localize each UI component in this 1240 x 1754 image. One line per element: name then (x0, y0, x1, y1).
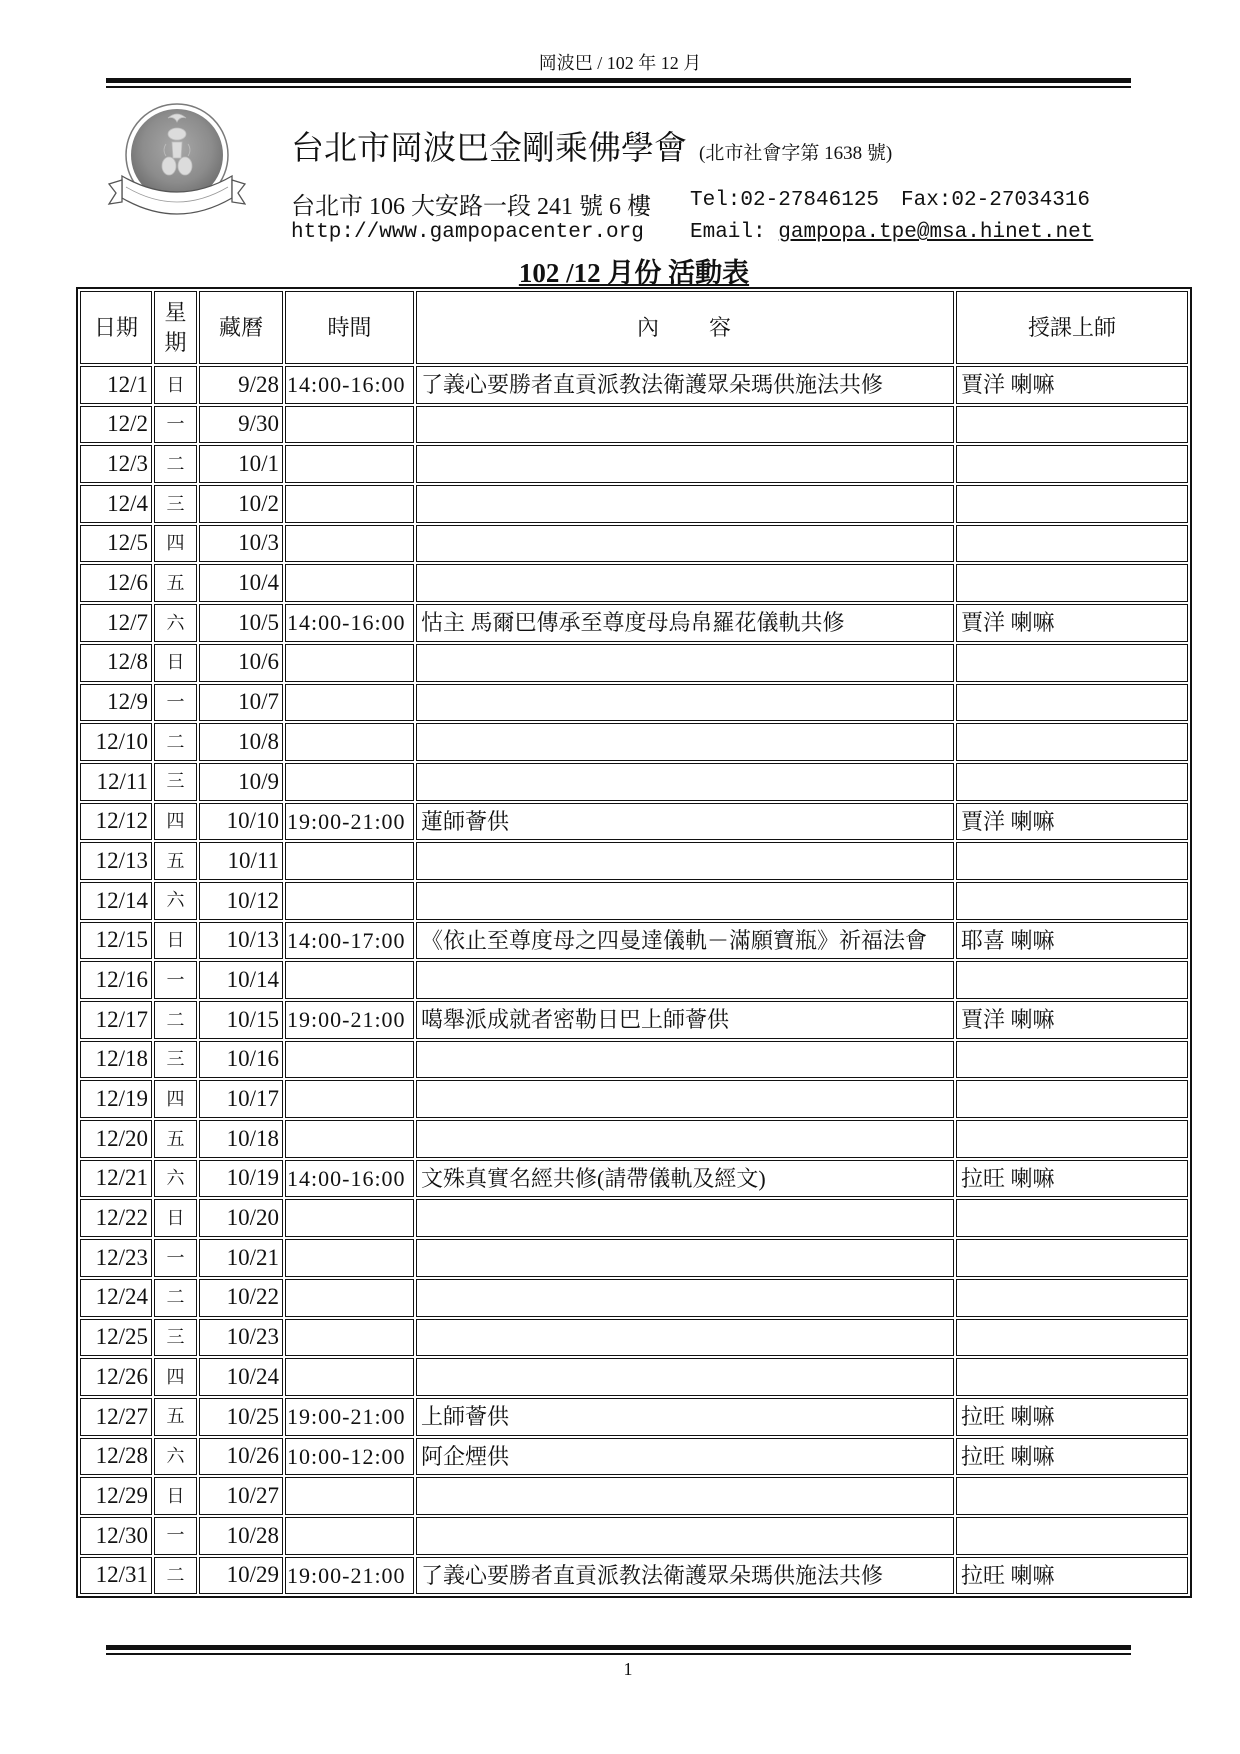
tibetan-date-cell: 10/25 (199, 1398, 283, 1436)
time-cell: 14:00-17:00 (285, 922, 414, 960)
time-cell: 10:00-12:00 (285, 1438, 414, 1476)
schedule-row (80, 1239, 1188, 1277)
teacher-cell (956, 882, 1188, 920)
teacher-cell (956, 961, 1188, 999)
date-cell: 12/16 (80, 961, 152, 999)
footer-rule-thin (106, 1653, 1131, 1655)
teacher-cell (956, 1041, 1188, 1079)
weekday-cell: 二 (154, 1279, 197, 1317)
date-cell: 12/27 (80, 1398, 152, 1436)
schedule-row (80, 1160, 1188, 1198)
time-cell (285, 564, 414, 602)
header-teacher: 授課上師 (956, 291, 1188, 364)
tibetan-date-cell: 9/30 (199, 406, 283, 444)
header-rule-thin (106, 86, 1131, 88)
tibetan-date-cell: 10/11 (199, 842, 283, 880)
tibetan-date-cell: 9/28 (199, 366, 283, 404)
content-cell (416, 485, 954, 523)
header-date: 日期 (80, 291, 152, 364)
weekday-cell: 三 (154, 1041, 197, 1079)
header-tibetan-date: 藏曆 (199, 291, 283, 364)
teacher-cell (956, 1080, 1188, 1118)
schedule-row (80, 1319, 1188, 1357)
weekday-cell: 五 (154, 842, 197, 880)
time-cell (285, 1477, 414, 1515)
time-cell (285, 763, 414, 801)
content-cell: 蓮師薈供 (416, 803, 954, 841)
teacher-cell: 拉旺 喇嘛 (956, 1438, 1188, 1476)
weekday-cell: 五 (154, 1120, 197, 1158)
teacher-cell: 拉旺 喇嘛 (956, 1398, 1188, 1436)
header-rule-thick (106, 78, 1131, 83)
date-cell: 12/1 (80, 366, 152, 404)
date-cell: 12/26 (80, 1358, 152, 1396)
tibetan-date-cell: 10/10 (199, 803, 283, 841)
teacher-cell: 耶喜 喇嘛 (956, 922, 1188, 960)
time-cell: 14:00-16:00 (285, 604, 414, 642)
weekday-cell: 四 (154, 803, 197, 841)
email-link[interactable]: gampopa.tpe@msa.hinet.net (778, 221, 1094, 244)
teacher-cell (956, 1279, 1188, 1317)
time-cell: 14:00-16:00 (285, 366, 414, 404)
tibetan-date-cell: 10/29 (199, 1557, 283, 1595)
weekday-cell: 六 (154, 1160, 197, 1198)
tibetan-date-cell: 10/22 (199, 1279, 283, 1317)
content-cell (416, 525, 954, 563)
date-cell: 12/23 (80, 1239, 152, 1277)
time-cell (285, 684, 414, 722)
weekday-cell: 二 (154, 445, 197, 483)
teacher-cell (956, 842, 1188, 880)
schedule-row (80, 406, 1188, 444)
org-website: http://www.gampopacenter.org (291, 221, 644, 244)
date-cell: 12/12 (80, 803, 152, 841)
tibetan-date-cell: 10/12 (199, 882, 283, 920)
schedule-row (80, 604, 1188, 642)
tibetan-date-cell: 10/6 (199, 644, 283, 682)
content-cell (416, 684, 954, 722)
teacher-cell (956, 1358, 1188, 1396)
org-address: 台北市 106 大安路一段 241 號 6 樓 (291, 194, 651, 220)
schedule-row (80, 1438, 1188, 1476)
teacher-cell (956, 644, 1188, 682)
content-cell (416, 1319, 954, 1357)
date-cell: 12/22 (80, 1199, 152, 1237)
schedule-row (80, 922, 1188, 960)
content-cell (416, 1358, 954, 1396)
date-cell: 12/24 (80, 1279, 152, 1317)
org-registration: (北市社會字第 1638 號) (699, 143, 893, 164)
content-cell (416, 1199, 954, 1237)
time-cell (285, 723, 414, 761)
time-cell (285, 961, 414, 999)
teacher-cell (956, 1517, 1188, 1555)
time-cell (285, 842, 414, 880)
schedule-row (80, 723, 1188, 761)
content-cell (416, 644, 954, 682)
teacher-cell: 拉旺 喇嘛 (956, 1557, 1188, 1595)
date-cell: 12/29 (80, 1477, 152, 1515)
org-logo-icon (106, 100, 246, 226)
time-cell (285, 1239, 414, 1277)
content-cell (416, 1517, 954, 1555)
weekday-cell: 日 (154, 922, 197, 960)
weekday-cell: 六 (154, 1438, 197, 1476)
content-cell (416, 961, 954, 999)
schedule-row (80, 1358, 1188, 1396)
weekday-cell: 日 (154, 644, 197, 682)
tibetan-date-cell: 10/7 (199, 684, 283, 722)
tibetan-date-cell: 10/13 (199, 922, 283, 960)
date-cell: 12/8 (80, 644, 152, 682)
schedule-row (80, 1557, 1188, 1595)
time-cell: 19:00-21:00 (285, 1398, 414, 1436)
schedule-row (80, 1120, 1188, 1158)
teacher-cell: 賈洋 喇嘛 (956, 803, 1188, 841)
tibetan-date-cell: 10/8 (199, 723, 283, 761)
time-cell: 19:00-21:00 (285, 1557, 414, 1595)
tibetan-date-cell: 10/5 (199, 604, 283, 642)
date-cell: 12/25 (80, 1319, 152, 1357)
date-cell: 12/6 (80, 564, 152, 602)
time-cell (285, 1080, 414, 1118)
content-cell (416, 882, 954, 920)
date-cell: 12/31 (80, 1557, 152, 1595)
page-number: 1 (623, 1659, 633, 1679)
time-cell (285, 1319, 414, 1357)
schedule-row (80, 525, 1188, 563)
weekday-cell: 日 (154, 1477, 197, 1515)
time-cell: 19:00-21:00 (285, 803, 414, 841)
tibetan-date-cell: 10/4 (199, 564, 283, 602)
teacher-cell (956, 485, 1188, 523)
schedule-row (80, 961, 1188, 999)
tibetan-date-cell: 10/1 (199, 445, 283, 483)
footer-rule-thick (106, 1645, 1131, 1650)
date-cell: 12/18 (80, 1041, 152, 1079)
date-cell: 12/5 (80, 525, 152, 563)
date-cell: 12/11 (80, 763, 152, 801)
content-cell: 怙主 馬爾巴傳承至尊度母烏帛羅花儀軌共修 (416, 604, 954, 642)
running-header: 岡波巴 / 102 年 12 月 (538, 53, 702, 73)
time-cell (285, 1517, 414, 1555)
teacher-cell (956, 1120, 1188, 1158)
content-cell (416, 1041, 954, 1079)
date-cell: 12/21 (80, 1160, 152, 1198)
tibetan-date-cell: 10/15 (199, 1001, 283, 1039)
date-cell: 12/19 (80, 1080, 152, 1118)
time-cell (285, 1041, 414, 1079)
teacher-cell (956, 723, 1188, 761)
weekday-cell: 三 (154, 1319, 197, 1357)
tibetan-date-cell: 10/21 (199, 1239, 283, 1277)
schedule-row (80, 1001, 1188, 1039)
org-name: 台北市岡波巴金剛乘佛學會 (291, 131, 687, 167)
schedule-row (80, 1080, 1188, 1118)
schedule-row (80, 684, 1188, 722)
teacher-cell: 拉旺 喇嘛 (956, 1160, 1188, 1198)
teacher-cell (956, 1239, 1188, 1277)
org-email-line (690, 221, 1093, 244)
org-heading (291, 122, 892, 169)
tibetan-date-cell: 10/17 (199, 1080, 283, 1118)
tibetan-date-cell: 10/14 (199, 961, 283, 999)
weekday-cell: 四 (154, 525, 197, 563)
header-time: 時間 (285, 291, 414, 364)
content-cell (416, 1239, 954, 1277)
teacher-cell (956, 564, 1188, 602)
weekday-cell: 二 (154, 1001, 197, 1039)
time-cell (285, 644, 414, 682)
teacher-cell (956, 525, 1188, 563)
time-cell: 19:00-21:00 (285, 1001, 414, 1039)
content-cell (416, 723, 954, 761)
weekday-cell: 一 (154, 961, 197, 999)
schedule-row (80, 1199, 1188, 1237)
content-cell (416, 842, 954, 880)
schedule-header-row (80, 291, 1188, 364)
tibetan-date-cell: 10/26 (199, 1438, 283, 1476)
content-cell: 文殊真實名經共修(請帶儀軌及經文) (416, 1160, 954, 1198)
weekday-cell: 四 (154, 1080, 197, 1118)
date-cell: 12/2 (80, 406, 152, 444)
weekday-cell: 一 (154, 1239, 197, 1277)
schedule-row (80, 644, 1188, 682)
content-cell (416, 445, 954, 483)
tibetan-date-cell: 10/2 (199, 485, 283, 523)
tibetan-date-cell: 10/20 (199, 1199, 283, 1237)
date-cell: 12/4 (80, 485, 152, 523)
content-cell (416, 763, 954, 801)
content-cell (416, 1120, 954, 1158)
weekday-cell: 四 (154, 1358, 197, 1396)
weekday-cell: 日 (154, 1199, 197, 1237)
content-cell (416, 1279, 954, 1317)
time-cell (285, 1358, 414, 1396)
time-cell (285, 525, 414, 563)
tibetan-date-cell: 10/23 (199, 1319, 283, 1357)
schedule-row (80, 763, 1188, 801)
activity-schedule-table (76, 287, 1192, 1598)
org-tel: Tel:02-27846125 (690, 189, 880, 212)
content-cell (416, 1477, 954, 1515)
date-cell: 12/30 (80, 1517, 152, 1555)
time-cell (285, 485, 414, 523)
tibetan-date-cell: 10/19 (199, 1160, 283, 1198)
time-cell (285, 1199, 414, 1237)
weekday-cell: 一 (154, 406, 197, 444)
time-cell (285, 406, 414, 444)
weekday-cell: 三 (154, 763, 197, 801)
weekday-cell: 一 (154, 684, 197, 722)
tibetan-date-cell: 10/28 (199, 1517, 283, 1555)
date-cell: 12/9 (80, 684, 152, 722)
schedule-row (80, 842, 1188, 880)
schedule-row (80, 882, 1188, 920)
header-weekday (154, 291, 197, 364)
time-cell (285, 1279, 414, 1317)
weekday-cell: 六 (154, 882, 197, 920)
time-cell: 14:00-16:00 (285, 1160, 414, 1198)
content-cell (416, 1080, 954, 1118)
teacher-cell: 賈洋 喇嘛 (956, 604, 1188, 642)
teacher-cell (956, 1319, 1188, 1357)
weekday-cell: 一 (154, 1517, 197, 1555)
date-cell: 12/14 (80, 882, 152, 920)
weekday-cell: 五 (154, 1398, 197, 1436)
tibetan-date-cell: 10/16 (199, 1041, 283, 1079)
schedule-row (80, 803, 1188, 841)
time-cell (285, 882, 414, 920)
content-cell: 了義心要勝者直貢派教法衛護眾朵瑪供施法共修 (416, 366, 954, 404)
schedule-row (80, 564, 1188, 602)
schedule-row (80, 1517, 1188, 1555)
schedule-body (80, 366, 1188, 1594)
schedule-row (80, 1477, 1188, 1515)
header-content: 內 容 (416, 291, 954, 364)
date-cell: 12/17 (80, 1001, 152, 1039)
schedule-row (80, 485, 1188, 523)
date-cell: 12/15 (80, 922, 152, 960)
teacher-cell (956, 1199, 1188, 1237)
date-cell: 12/28 (80, 1438, 152, 1476)
tibetan-date-cell: 10/3 (199, 525, 283, 563)
content-cell: 噶舉派成就者密勒日巴上師薈供 (416, 1001, 954, 1039)
weekday-cell: 五 (154, 564, 197, 602)
tibetan-date-cell: 10/24 (199, 1358, 283, 1396)
content-cell (416, 406, 954, 444)
tibetan-date-cell: 10/9 (199, 763, 283, 801)
org-fax: Fax:02-27034316 (901, 189, 1091, 212)
teacher-cell (956, 684, 1188, 722)
date-cell: 12/13 (80, 842, 152, 880)
teacher-cell (956, 406, 1188, 444)
schedule-row (80, 1041, 1188, 1079)
teacher-cell (956, 763, 1188, 801)
date-cell: 12/7 (80, 604, 152, 642)
content-cell: 《依止至尊度母之四曼達儀軌－滿願寶瓶》祈福法會 (416, 922, 954, 960)
schedule-title: 102 /12 月份 活動表 (518, 258, 750, 288)
content-cell: 了義心要勝者直貢派教法衛護眾朵瑪供施法共修 (416, 1557, 954, 1595)
tibetan-date-cell: 10/18 (199, 1120, 283, 1158)
date-cell: 12/3 (80, 445, 152, 483)
date-cell: 12/10 (80, 723, 152, 761)
time-cell (285, 1120, 414, 1158)
email-label: Email: (690, 221, 766, 244)
content-cell: 阿企煙供 (416, 1438, 954, 1476)
schedule-row (80, 445, 1188, 483)
teacher-cell (956, 1477, 1188, 1515)
teacher-cell (956, 445, 1188, 483)
teacher-cell: 賈洋 喇嘛 (956, 1001, 1188, 1039)
schedule-row (80, 366, 1188, 404)
content-cell (416, 564, 954, 602)
header-weekday-label: 星期 (164, 299, 187, 355)
tibetan-date-cell: 10/27 (199, 1477, 283, 1515)
schedule-row (80, 1279, 1188, 1317)
teacher-cell: 賈洋 喇嘛 (956, 366, 1188, 404)
weekday-cell: 日 (154, 366, 197, 404)
schedule-row (80, 1398, 1188, 1436)
weekday-cell: 二 (154, 723, 197, 761)
date-cell: 12/20 (80, 1120, 152, 1158)
weekday-cell: 六 (154, 604, 197, 642)
weekday-cell: 三 (154, 485, 197, 523)
weekday-cell: 二 (154, 1557, 197, 1595)
content-cell: 上師薈供 (416, 1398, 954, 1436)
time-cell (285, 445, 414, 483)
